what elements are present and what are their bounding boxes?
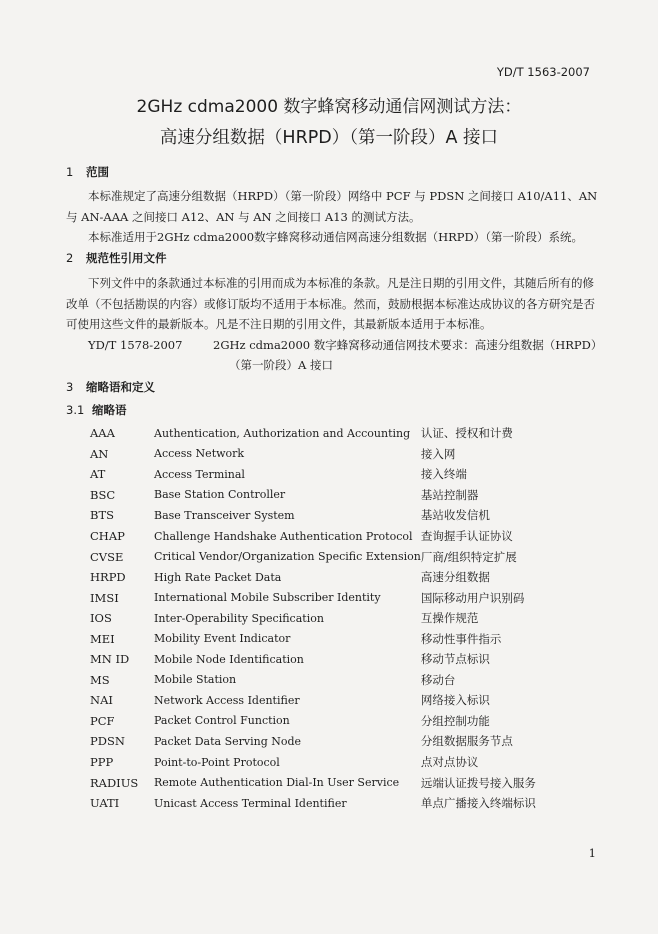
page-number: 1 <box>588 846 596 860</box>
abbreviation-english: High Rate Packet Data <box>154 570 282 584</box>
abbreviation-row <box>90 690 536 711</box>
section-3-heading <box>66 379 155 395</box>
section-3-number: 3 <box>66 380 74 394</box>
abbreviation-chinese: 高速分组数据 <box>420 570 490 585</box>
abbreviations-table <box>90 423 536 813</box>
abbreviations-table-body <box>90 423 536 813</box>
section-1-heading <box>66 164 109 180</box>
abbreviation-chinese: 分组数据服务节点 <box>420 734 513 749</box>
abbreviation-row <box>90 423 536 444</box>
section-3-1-heading <box>66 402 127 418</box>
abbreviation-chinese: 互操作规范 <box>420 611 479 626</box>
abbreviation-term: IMSI <box>90 590 119 605</box>
abbreviation-english: Mobile Node Identification <box>154 652 304 666</box>
abbreviation-english: Critical Vendor/Organization Specific Extension <box>154 550 421 564</box>
abbreviation-row <box>90 711 536 732</box>
abbreviation-row <box>90 670 536 691</box>
abbreviation-english: Challenge Handshake Authentication Protocol <box>154 529 413 543</box>
abbreviation-english: Base Station Controller <box>154 488 286 502</box>
abbreviation-english: Mobility Event Indicator <box>154 632 291 646</box>
section-1-number: 1 <box>66 165 74 179</box>
section-1-paragraph-1: 本标准规定了高速分组数据（HRPD）（第一阶段）网络中 PCF 与 PDSN 之间接口 A10/A11、AN 与 AN-AAA 之间接口 A12、AN 与 AN 之间接口 A13 的测试方法。 <box>66 189 598 224</box>
abbreviation-row <box>90 752 536 773</box>
reference-code: YD/T 1578-2007 <box>88 338 183 352</box>
abbreviation-term: PPP <box>90 755 114 770</box>
abbreviation-chinese: 网络接入标识 <box>420 693 490 708</box>
abbreviation-term: AN <box>90 446 109 461</box>
abbreviation-term: IOS <box>90 611 112 626</box>
abbreviation-english: Point-to-Point Protocol <box>154 755 280 769</box>
abbreviation-term: MN ID <box>90 652 130 667</box>
abbreviation-term: CHAP <box>90 529 125 543</box>
abbreviation-term: MEI <box>90 631 115 646</box>
abbreviation-english: Access Terminal <box>154 467 245 481</box>
abbreviation-row <box>90 793 536 814</box>
reference-title-line-2: （第一阶段）A 接口 <box>229 358 333 372</box>
abbreviation-chinese: 移动性事件指示 <box>420 631 502 646</box>
abbreviation-chinese: 单点广播接入终端标识 <box>420 796 536 811</box>
abbreviation-row <box>90 731 536 752</box>
abbreviation-term: MS <box>90 672 110 687</box>
abbreviation-term: BTS <box>90 508 114 523</box>
abbreviation-row <box>90 608 536 629</box>
abbreviation-english: Network Access Identifier <box>154 693 300 707</box>
abbreviation-chinese: 厂商/组织特定扩展 <box>420 549 517 564</box>
abbreviation-chinese: 点对点协议 <box>420 755 479 770</box>
abbreviation-row <box>90 546 536 567</box>
section-2-heading <box>66 250 167 266</box>
normative-reference <box>88 335 182 356</box>
abbreviation-chinese: 接入网 <box>420 446 456 461</box>
abbreviation-term: PDSN <box>90 734 125 749</box>
section-2-number: 2 <box>66 251 74 265</box>
section-3-1-number: 3.1 <box>66 403 85 417</box>
abbreviation-chinese: 国际移动用户识别码 <box>420 590 525 605</box>
section-2-paragraph: 下列文件中的条款通过本标准的引用而成为本标准的条款。凡是注日期的引用文件，其随后所有的修改单（不包括勘误的内容）或修订版均不适用于本标准。然而，鼓励根据本标准达成协议的各方研究是否可使用这些文件的最新版本。凡是不注日期的引用文件，其最新版本适用于本标准。 <box>66 276 595 331</box>
abbreviation-chinese: 认证、授权和计费 <box>420 426 513 441</box>
abbreviation-chinese: 基站控制器 <box>420 487 479 502</box>
abbreviation-term: CVSE <box>90 549 124 564</box>
abbreviation-english: Inter-Operability Specification <box>154 611 324 625</box>
abbreviation-chinese: 移动台 <box>420 672 456 687</box>
abbreviation-english: Packet Control Function <box>154 714 290 728</box>
abbreviation-term: BSC <box>90 487 116 502</box>
abbreviation-english: Base Transceiver System <box>154 508 295 522</box>
abbreviation-english: Authentication, Authorization and Accounting <box>154 426 411 440</box>
abbreviation-english: Unicast Access Terminal Identifier <box>154 796 347 810</box>
abbreviation-row <box>90 505 536 526</box>
abbreviation-term: NAI <box>90 693 113 708</box>
abbreviation-english: Remote Authentication Dial-In User Service <box>154 776 400 790</box>
abbreviation-english: Mobile Station <box>154 673 237 687</box>
abbreviation-chinese: 接入终端 <box>420 467 467 482</box>
abbreviation-row <box>90 628 536 649</box>
reference-title-line-1: 2GHz cdma2000 数字蜂窝移动通信网技术要求：高速分组数据（HRPD） <box>213 338 603 352</box>
abbreviation-row <box>90 444 536 465</box>
abbreviation-term: AT <box>90 467 106 482</box>
abbreviation-english: Packet Data Serving Node <box>154 734 302 748</box>
abbreviation-row <box>90 464 536 485</box>
abbreviation-row <box>90 587 536 608</box>
abbreviation-english: Access Network <box>154 447 245 461</box>
section-1-title: 范围 <box>86 165 109 179</box>
abbreviation-chinese: 查询握手认证协议 <box>420 529 513 543</box>
abbreviation-english: International Mobile Subscriber Identity <box>154 591 381 605</box>
document-title-line-2: 高速分组数据（HRPD）（第一阶段）A 接口 <box>159 128 499 148</box>
abbreviation-term: AAA <box>90 426 115 441</box>
section-1-paragraph-2: 本标准适用于2GHz cdma2000数字蜂窝移动通信网高速分组数据（HRPD）（第一阶段）系统。 <box>88 230 583 244</box>
abbreviation-row <box>90 526 536 547</box>
abbreviation-row <box>90 567 536 588</box>
abbreviation-term: HRPD <box>90 570 126 585</box>
abbreviation-chinese: 基站收发信机 <box>420 508 490 523</box>
abbreviation-chinese: 分组控制功能 <box>420 713 490 728</box>
abbreviation-chinese: 远端认证拨号接入服务 <box>420 775 536 790</box>
abbreviation-term: PCF <box>90 713 115 728</box>
standard-code: YD/T 1563-2007 <box>496 65 590 79</box>
abbreviation-chinese: 移动节点标识 <box>420 652 490 667</box>
section-3-1-title: 缩略语 <box>92 403 127 417</box>
abbreviation-row <box>90 772 536 793</box>
section-3-title: 缩略语和定义 <box>86 380 155 394</box>
abbreviation-row <box>90 649 536 670</box>
abbreviation-row <box>90 485 536 506</box>
abbreviation-term: RADIUS <box>90 775 139 790</box>
abbreviation-term: UATI <box>90 796 120 811</box>
section-2-title: 规范性引用文件 <box>86 251 167 265</box>
document-title-line-1: 2GHz cdma2000 数字蜂窝移动通信网测试方法： <box>136 97 522 117</box>
